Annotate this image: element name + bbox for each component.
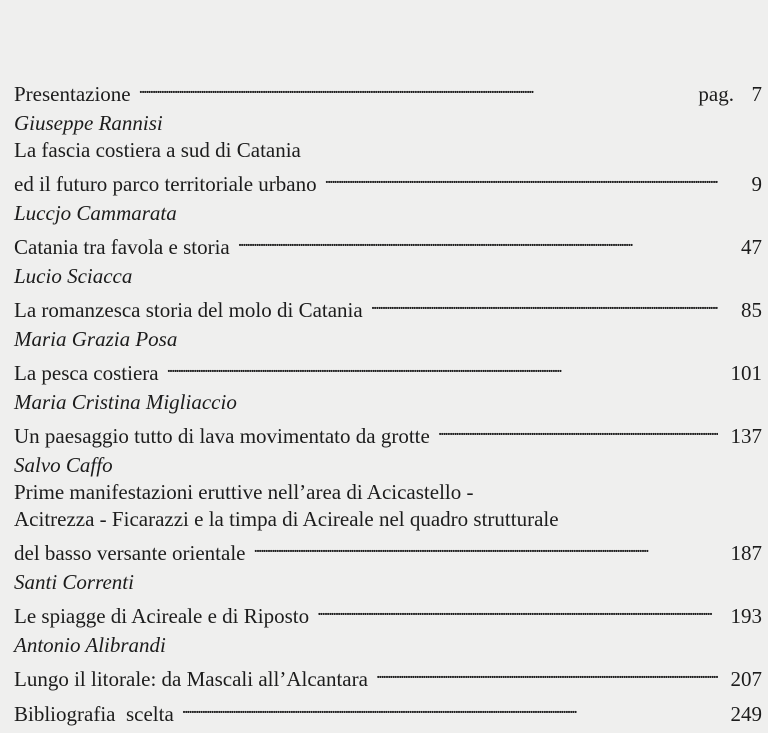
page-number: 101 — [730, 361, 762, 385]
entry-title: Presentazione — [14, 82, 131, 106]
page-number: 187 — [730, 541, 762, 565]
toc-entry — [14, 631, 762, 691]
entry-author: Santi Correnti — [14, 570, 134, 594]
toc-entry — [14, 388, 762, 448]
page-number: 47 — [741, 235, 762, 259]
dot-leader — [238, 227, 718, 254]
entry-title: Le spiagge di Acireale e di Riposto — [14, 604, 310, 628]
entry-title: Catania tra favola e storia — [14, 235, 230, 259]
toc-entry-bibliografia — [14, 694, 762, 726]
toc-entry-presentazione — [14, 74, 762, 106]
entry-author: Salvo Caffo — [14, 453, 113, 477]
dot-leader — [376, 659, 718, 686]
page-number: 85 — [741, 298, 762, 322]
entry-author: Antonio Alibrandi — [14, 633, 166, 657]
entry-title: Bibliografia scelta — [14, 702, 174, 726]
entry-author: Lucio Sciacca — [14, 264, 133, 288]
entry-title-line: La fascia costiera a sud di Catania — [14, 138, 301, 162]
toc-line — [14, 227, 762, 259]
dot-leader — [371, 290, 718, 317]
page-number: 207 — [730, 667, 762, 691]
entry-title: del basso versante orientale — [14, 541, 246, 565]
dot-leader — [182, 694, 718, 721]
entry-author: Luccjo Cammarata — [14, 201, 177, 225]
dot-leader — [438, 416, 718, 443]
entry-title: ed il futuro parco territoriale urbano — [14, 172, 317, 196]
dot-leader — [167, 353, 718, 380]
dot-leader — [317, 596, 718, 623]
toc-line — [14, 353, 762, 385]
dot-leader — [254, 533, 719, 560]
table-of-contents — [14, 74, 762, 729]
entry-title: La pesca costiera — [14, 361, 159, 385]
entry-author: Maria Cristina Migliaccio — [14, 390, 237, 414]
toc-entry — [14, 451, 762, 565]
dot-leader — [325, 164, 718, 191]
toc-entry — [14, 109, 762, 196]
entry-title: Lungo il litorale: da Mascali all’Alcantara — [14, 667, 368, 691]
entry-author: Giuseppe Rannisi — [14, 111, 163, 135]
toc-line — [14, 74, 762, 106]
entry-title: Un paesaggio tutto di lava movimentato da grotte — [14, 424, 430, 448]
toc-line — [14, 694, 762, 726]
dot-leader — [139, 74, 691, 101]
toc-entry — [14, 199, 762, 259]
entry-title-line: Prime manifestazioni eruttive nell’area di Acicastello - — [14, 480, 474, 504]
toc-line — [14, 416, 762, 448]
page-number: 9 — [751, 172, 762, 196]
entry-title-line: Acitrezza - Ficarazzi e la timpa di Acireale nel quadro strutturale — [14, 507, 559, 531]
page-number: 193 — [730, 604, 762, 628]
toc-entry — [14, 262, 762, 322]
page-number: 249 — [730, 702, 762, 726]
toc-line — [14, 164, 762, 196]
page-number: 7 — [751, 82, 762, 106]
toc-line — [14, 596, 762, 628]
toc-line — [14, 290, 762, 322]
entry-title: La romanzesca storia del molo di Catania — [14, 298, 363, 322]
pag-label: pag. — [698, 82, 734, 106]
toc-line — [14, 659, 762, 691]
entry-author: Maria Grazia Posa — [14, 327, 178, 351]
toc-entry — [14, 325, 762, 385]
toc-line — [14, 533, 762, 565]
toc-entry — [14, 568, 762, 628]
page-number: 137 — [730, 424, 762, 448]
